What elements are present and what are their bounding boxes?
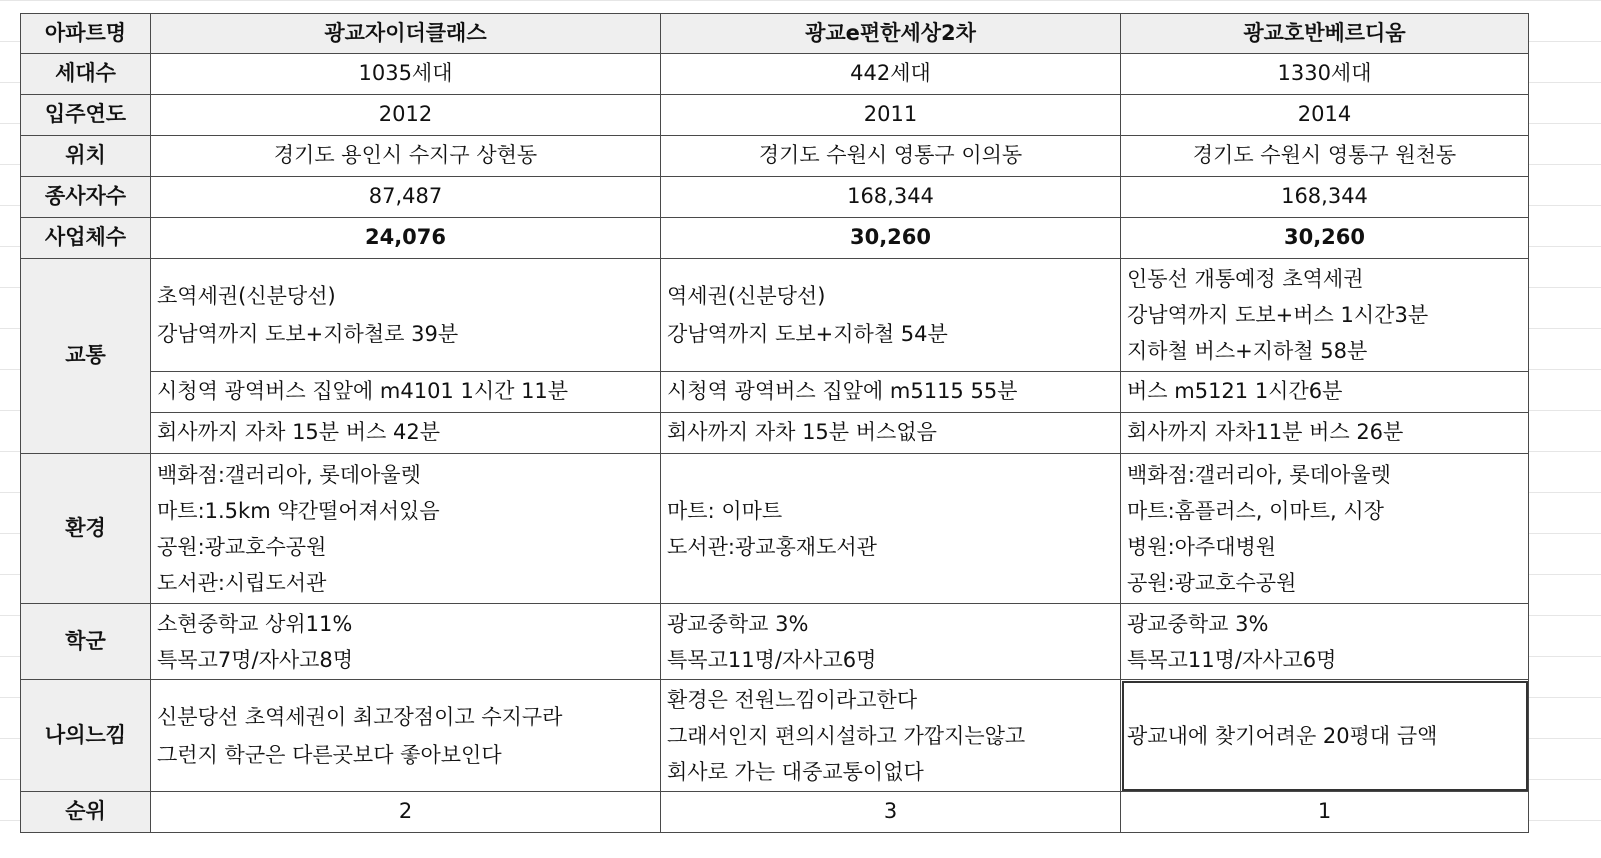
header-row <box>21 14 1529 54</box>
row-label-employees[interactable]: 종사자수 <box>21 177 151 218</box>
apartment-name-cell[interactable]: 광교호반베르디움 <box>1121 14 1529 54</box>
cell-text-line: 병원:아주대병원 <box>1127 534 1277 559</box>
row-label-environment[interactable]: 환경 <box>21 454 151 604</box>
employees-cell[interactable]: 87,487 <box>151 177 661 218</box>
row-label-businesses[interactable]: 사업체수 <box>21 218 151 259</box>
cell-text-line: 백화점:갤러리아, 롯데아울렛 <box>1127 462 1391 487</box>
row-label-households[interactable]: 세대수 <box>21 54 151 95</box>
rank-row <box>21 792 1529 833</box>
cell-text-line: 그런지 학군은 다른곳보다 좋아보인다 <box>157 742 502 767</box>
cell-text-line: 강남역까지 도보+지하철 54분 <box>667 322 948 346</box>
row-label-impression[interactable]: 나의느낌 <box>21 680 151 792</box>
rank-cell[interactable]: 1 <box>1121 792 1529 833</box>
move-in-year-cell[interactable]: 2012 <box>151 95 661 136</box>
households-cell[interactable]: 1330세대 <box>1121 54 1529 95</box>
transport-row <box>21 259 1529 372</box>
transport-bus-cell[interactable]: 시청역 광역버스 집앞에 m4101 1시간 11분 <box>151 372 661 413</box>
cell-text-line: 지하철 버스+지하철 58분 <box>1127 339 1368 363</box>
move-in-year-cell[interactable]: 2011 <box>661 95 1121 136</box>
row-label-move-in-year[interactable]: 입주연도 <box>21 95 151 136</box>
cell-text-line: 백화점:갤러리아, 롯데아울렛 <box>157 462 421 487</box>
transport-company-cell[interactable]: 회사까지 자차11분 버스 26분 <box>1121 413 1529 454</box>
cell-text-line: 신분당선 초역세권이 최고장점이고 수지구라 <box>157 704 563 729</box>
cell-text-line: 초역세권(신분당선) <box>157 284 336 308</box>
cell-text-line: 환경은 전원느낌이라고한다 <box>667 687 918 712</box>
cell-text-line: 그래서인지 편의시설하고 가깝지는않고 <box>667 723 1026 748</box>
cell-text-line: 회사로 가는 대중교통이없다 <box>667 759 924 784</box>
transport-company-cell[interactable]: 회사까지 자차 15분 버스 42분 <box>151 413 661 454</box>
employees-row <box>21 177 1529 218</box>
row-label-rank[interactable]: 순위 <box>21 792 151 833</box>
row-label-school-district[interactable]: 학군 <box>21 604 151 680</box>
transport-bus-cell[interactable]: 시청역 광역버스 집앞에 m5115 55분 <box>661 372 1121 413</box>
cell-text-line: 광교중학교 3% <box>667 611 809 636</box>
cell-text-line: 도서관:광교홍재도서관 <box>667 534 877 559</box>
impression-row <box>21 680 1529 792</box>
impression-cell[interactable] <box>661 680 1121 792</box>
employees-cell[interactable]: 168,344 <box>661 177 1121 218</box>
apartment-name-cell[interactable]: 광교e편한세상2차 <box>661 14 1121 54</box>
households-cell[interactable]: 1035세대 <box>151 54 661 95</box>
school-district-cell[interactable] <box>151 604 661 680</box>
cell-text-line: 마트: 이마트 <box>667 498 783 523</box>
impression-cell-selected[interactable] <box>1121 680 1529 792</box>
transport-main-cell[interactable] <box>661 259 1121 372</box>
cell-text-line: 특목고11명/자사고6명 <box>1127 647 1337 672</box>
cell-text-line: 특목고11명/자사고6명 <box>667 647 877 672</box>
apartment-name-cell[interactable]: 광교자이더클래스 <box>151 14 661 54</box>
businesses-cell[interactable]: 30,260 <box>661 218 1121 259</box>
businesses-cell[interactable]: 24,076 <box>151 218 661 259</box>
environment-cell[interactable] <box>1121 454 1529 604</box>
businesses-cell[interactable]: 30,260 <box>1121 218 1529 259</box>
location-row <box>21 136 1529 177</box>
transport-company-cell[interactable]: 회사까지 자차 15분 버스없음 <box>661 413 1121 454</box>
school-district-row <box>21 604 1529 680</box>
cell-text-line: 소현중학교 상위11% <box>157 611 353 636</box>
impression-cell[interactable] <box>151 680 661 792</box>
cell-text-line: 광교내에 찾기어려운 20평대 금액 <box>1127 723 1438 748</box>
cell-text-line: 광교중학교 3% <box>1127 611 1269 636</box>
transport-bus-row <box>21 372 1529 413</box>
environment-cell[interactable] <box>661 454 1121 604</box>
transport-main-cell[interactable] <box>151 259 661 372</box>
cell-text-line: 강남역까지 도보+지하철로 39분 <box>157 322 459 346</box>
cell-text-line: 강남역까지 도보+버스 1시간3분 <box>1127 303 1429 327</box>
cell-text-line: 공원:광교호수공원 <box>1127 570 1297 595</box>
cell-text-line: 마트:홈플러스, 이마트, 시장 <box>1127 498 1384 523</box>
cell-text-line: 역세권(신분당선) <box>667 284 826 308</box>
households-cell[interactable]: 442세대 <box>661 54 1121 95</box>
location-cell[interactable]: 경기도 용인시 수지구 상현동 <box>151 136 661 177</box>
cell-text-line: 인동선 개통예정 초역세권 <box>1127 267 1364 291</box>
transport-company-row <box>21 413 1529 454</box>
rank-cell[interactable]: 3 <box>661 792 1121 833</box>
environment-cell[interactable] <box>151 454 661 604</box>
households-row <box>21 54 1529 95</box>
rank-cell[interactable]: 2 <box>151 792 661 833</box>
location-cell[interactable]: 경기도 수원시 영통구 원천동 <box>1121 136 1529 177</box>
cell-text-line: 특목고7명/자사고8명 <box>157 647 354 672</box>
location-cell[interactable]: 경기도 수원시 영통구 이의동 <box>661 136 1121 177</box>
apartment-comparison-table <box>20 13 1529 833</box>
move-in-year-cell[interactable]: 2014 <box>1121 95 1529 136</box>
move-in-year-row <box>21 95 1529 136</box>
employees-cell[interactable]: 168,344 <box>1121 177 1529 218</box>
environment-row <box>21 454 1529 604</box>
transport-main-cell[interactable] <box>1121 259 1529 372</box>
row-label-location[interactable]: 위치 <box>21 136 151 177</box>
businesses-row <box>21 218 1529 259</box>
cell-text-line: 마트:1.5km 약간떨어져서있음 <box>157 498 440 523</box>
transport-bus-cell[interactable]: 버스 m5121 1시간6분 <box>1121 372 1529 413</box>
cell-text-line: 공원:광교호수공원 <box>157 534 327 559</box>
school-district-cell[interactable] <box>1121 604 1529 680</box>
row-label-apartment-name[interactable]: 아파트명 <box>21 14 151 54</box>
row-label-transport[interactable]: 교통 <box>21 259 151 454</box>
school-district-cell[interactable] <box>661 604 1121 680</box>
cell-text-line: 도서관:시립도서관 <box>157 570 327 595</box>
